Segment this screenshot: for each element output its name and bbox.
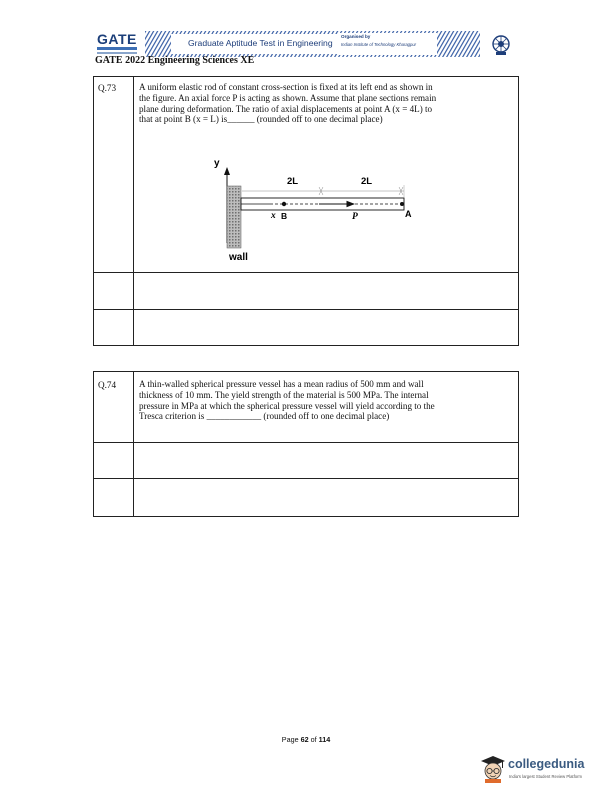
gate-logo-text: GATE [97,31,137,47]
question-number: Q.74 [98,380,117,390]
graduate-mascot-icon [480,755,506,783]
institute-name: Indian Institute of Technology Kharagpur [341,42,417,47]
point-b-label: B [281,211,288,221]
question-line: A thin-walled spherical pressure vessel has a mean radius of 500 mm and wall [139,379,424,389]
question-line: pressure in MPa at which the spherical pressure vessel will yield according to the [139,400,435,411]
question-table-q74 [93,371,519,517]
brand-name: collegedunia [508,757,585,771]
banner-title: Graduate Aptitude Test in Engineering [188,38,333,48]
x-axis-label: x [271,211,276,221]
force-label: P [352,212,358,222]
dimension-label: 2L [361,176,373,187]
collegedunia-logo [480,755,612,785]
brand-tagline: India's largest Student Review Platform [509,774,582,779]
point-a-marker [400,202,404,206]
dimension-label: 2L [287,176,299,187]
question-line: that at point B (x = L) is______ (rounded off to one decimal place) [139,114,383,125]
document-title: GATE 2022 Engineering Sciences XE [95,55,255,66]
page-number: Page 62 of 114 [281,735,331,744]
question-line: A uniform elastic rod of constant cross-section is fixed at its left end as shown in [139,82,433,92]
question-line: the figure. An axial force P is acting as shown. Assume that plane sections remain [139,92,437,103]
question-line: plane during deformation. The ratio of axial displacements at point A (x = 4L) to [139,103,433,114]
point-a-label: A [405,209,412,219]
wall-hatch [227,186,241,248]
question-line: Tresca criterion is ____________ (rounded off to one decimal place) [139,411,390,422]
question-table-q73 [93,76,519,346]
y-axis-label: y [214,158,220,169]
organized-by-label: Organised by [341,34,371,39]
question-text [139,379,512,422]
gate-logo [97,33,145,57]
question-text [139,82,512,125]
organizer-block [341,33,433,53]
question-line: thickness of 10 mm. The yield strength of the material is 500 MPa. The internal [139,389,429,400]
point-b-marker [282,202,286,206]
header-banner [145,31,480,57]
rod-figure [214,155,434,267]
wall-label: wall [229,252,248,263]
question-number: Q.73 [98,83,117,93]
iit-emblem-icon [491,34,511,56]
